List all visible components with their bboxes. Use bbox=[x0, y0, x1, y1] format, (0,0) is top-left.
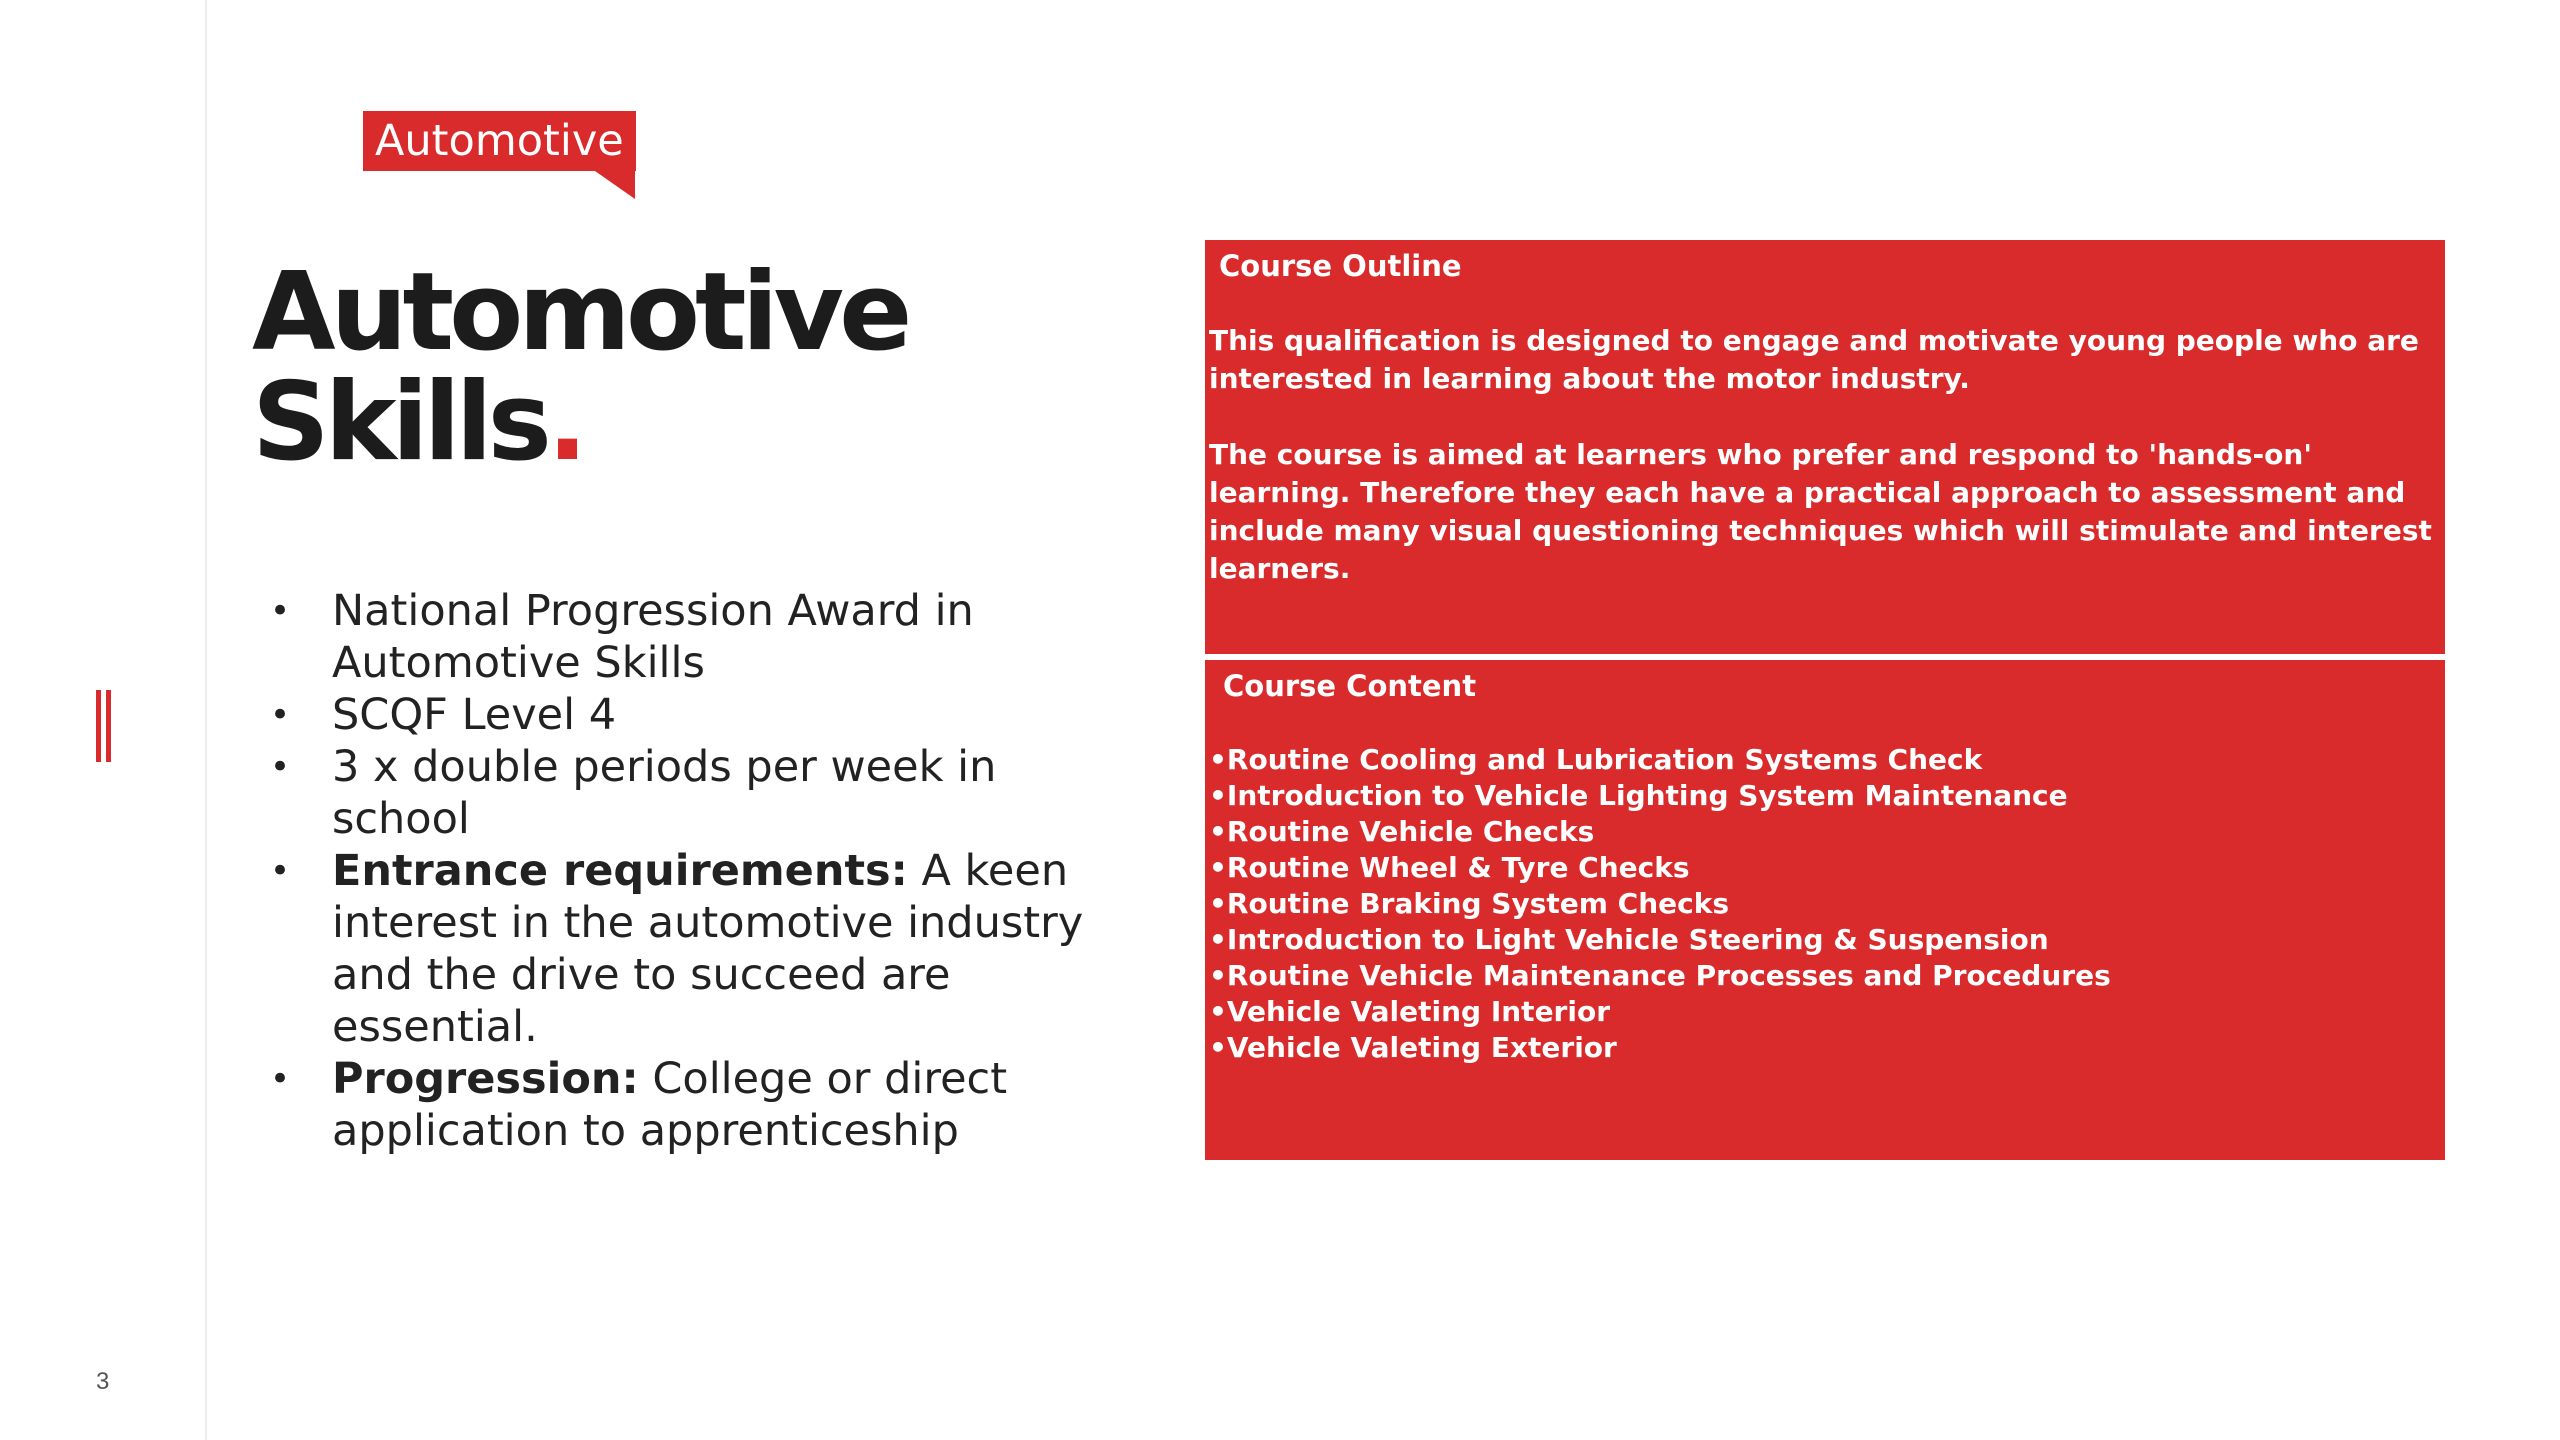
list-item: • Routine Braking System Checks bbox=[1209, 886, 2441, 922]
outline-paragraph: The course is aimed at learners who prefer and respond to 'hands-on' learning. Therefore they each have a practical approach to assessment and include many visual questioning techniques which will stimulate and interest learners. bbox=[1209, 438, 2432, 585]
list-item-text: National Progression Award in Automotive Skills bbox=[332, 586, 974, 688]
list-item: • Routine Vehicle Checks bbox=[1209, 814, 2441, 850]
section-tag-tail bbox=[595, 171, 635, 199]
title-accent-dot: . bbox=[546, 360, 583, 485]
list-item: • Vehicle Valeting Exterior bbox=[1209, 1030, 2441, 1066]
list-item: • Introduction to Vehicle Lighting System Maintenance bbox=[1209, 778, 2441, 814]
list-item-label: Entrance requirements: bbox=[332, 846, 908, 896]
course-content-panel bbox=[1205, 660, 2445, 1160]
list-item-label: Progression: bbox=[332, 1054, 639, 1104]
list-item: • Routine Wheel & Tyre Checks bbox=[1209, 850, 2441, 886]
list-item bbox=[262, 845, 1102, 1053]
list-item: • Routine Vehicle Maintenance Processes and Procedures bbox=[1209, 958, 2441, 994]
rail-accent-bar bbox=[96, 690, 101, 762]
list-item: • Routine Cooling and Lubrication Systems Check bbox=[1209, 742, 2441, 778]
list-item: • Introduction to Light Vehicle Steering & Suspension bbox=[1209, 922, 2441, 958]
list-item-text: A keen interest in the automotive industry and the drive to succeed are essential. bbox=[332, 846, 1084, 1052]
course-content-heading: Course Content bbox=[1223, 669, 1477, 703]
course-outline-text bbox=[1209, 322, 2441, 626]
rail-accent-mark bbox=[96, 690, 112, 762]
course-outline-heading: Course Outline bbox=[1219, 249, 1462, 283]
course-facts-list bbox=[262, 585, 1102, 1157]
outline-paragraph: This qualification is designed to engage and motivate young people who are interested in learning about the motor industry. bbox=[1209, 324, 2419, 395]
list-item bbox=[262, 741, 1102, 845]
course-outline-panel bbox=[1205, 240, 2445, 654]
title-line-1: Automotive bbox=[252, 250, 908, 375]
slide-title bbox=[252, 250, 908, 485]
title-line-2 bbox=[252, 360, 907, 485]
course-content-list bbox=[1209, 742, 2441, 1066]
list-item bbox=[262, 689, 1102, 741]
rail-accent-bar bbox=[106, 690, 111, 762]
list-item: • Vehicle Valeting Interior bbox=[1209, 994, 2441, 1030]
slide-left-rail bbox=[0, 0, 207, 1440]
page-number: 3 bbox=[96, 1368, 110, 1395]
list-item bbox=[262, 1053, 1102, 1157]
list-item-text: 3 x double periods per week in school bbox=[332, 742, 997, 844]
list-item bbox=[262, 585, 1102, 689]
section-tag: Automotive bbox=[363, 111, 636, 171]
list-item-text: College or direct application to apprenticeship bbox=[332, 1054, 1008, 1156]
title-line-2-text: Skills bbox=[252, 360, 547, 485]
list-item-text: SCQF Level 4 bbox=[332, 690, 617, 740]
